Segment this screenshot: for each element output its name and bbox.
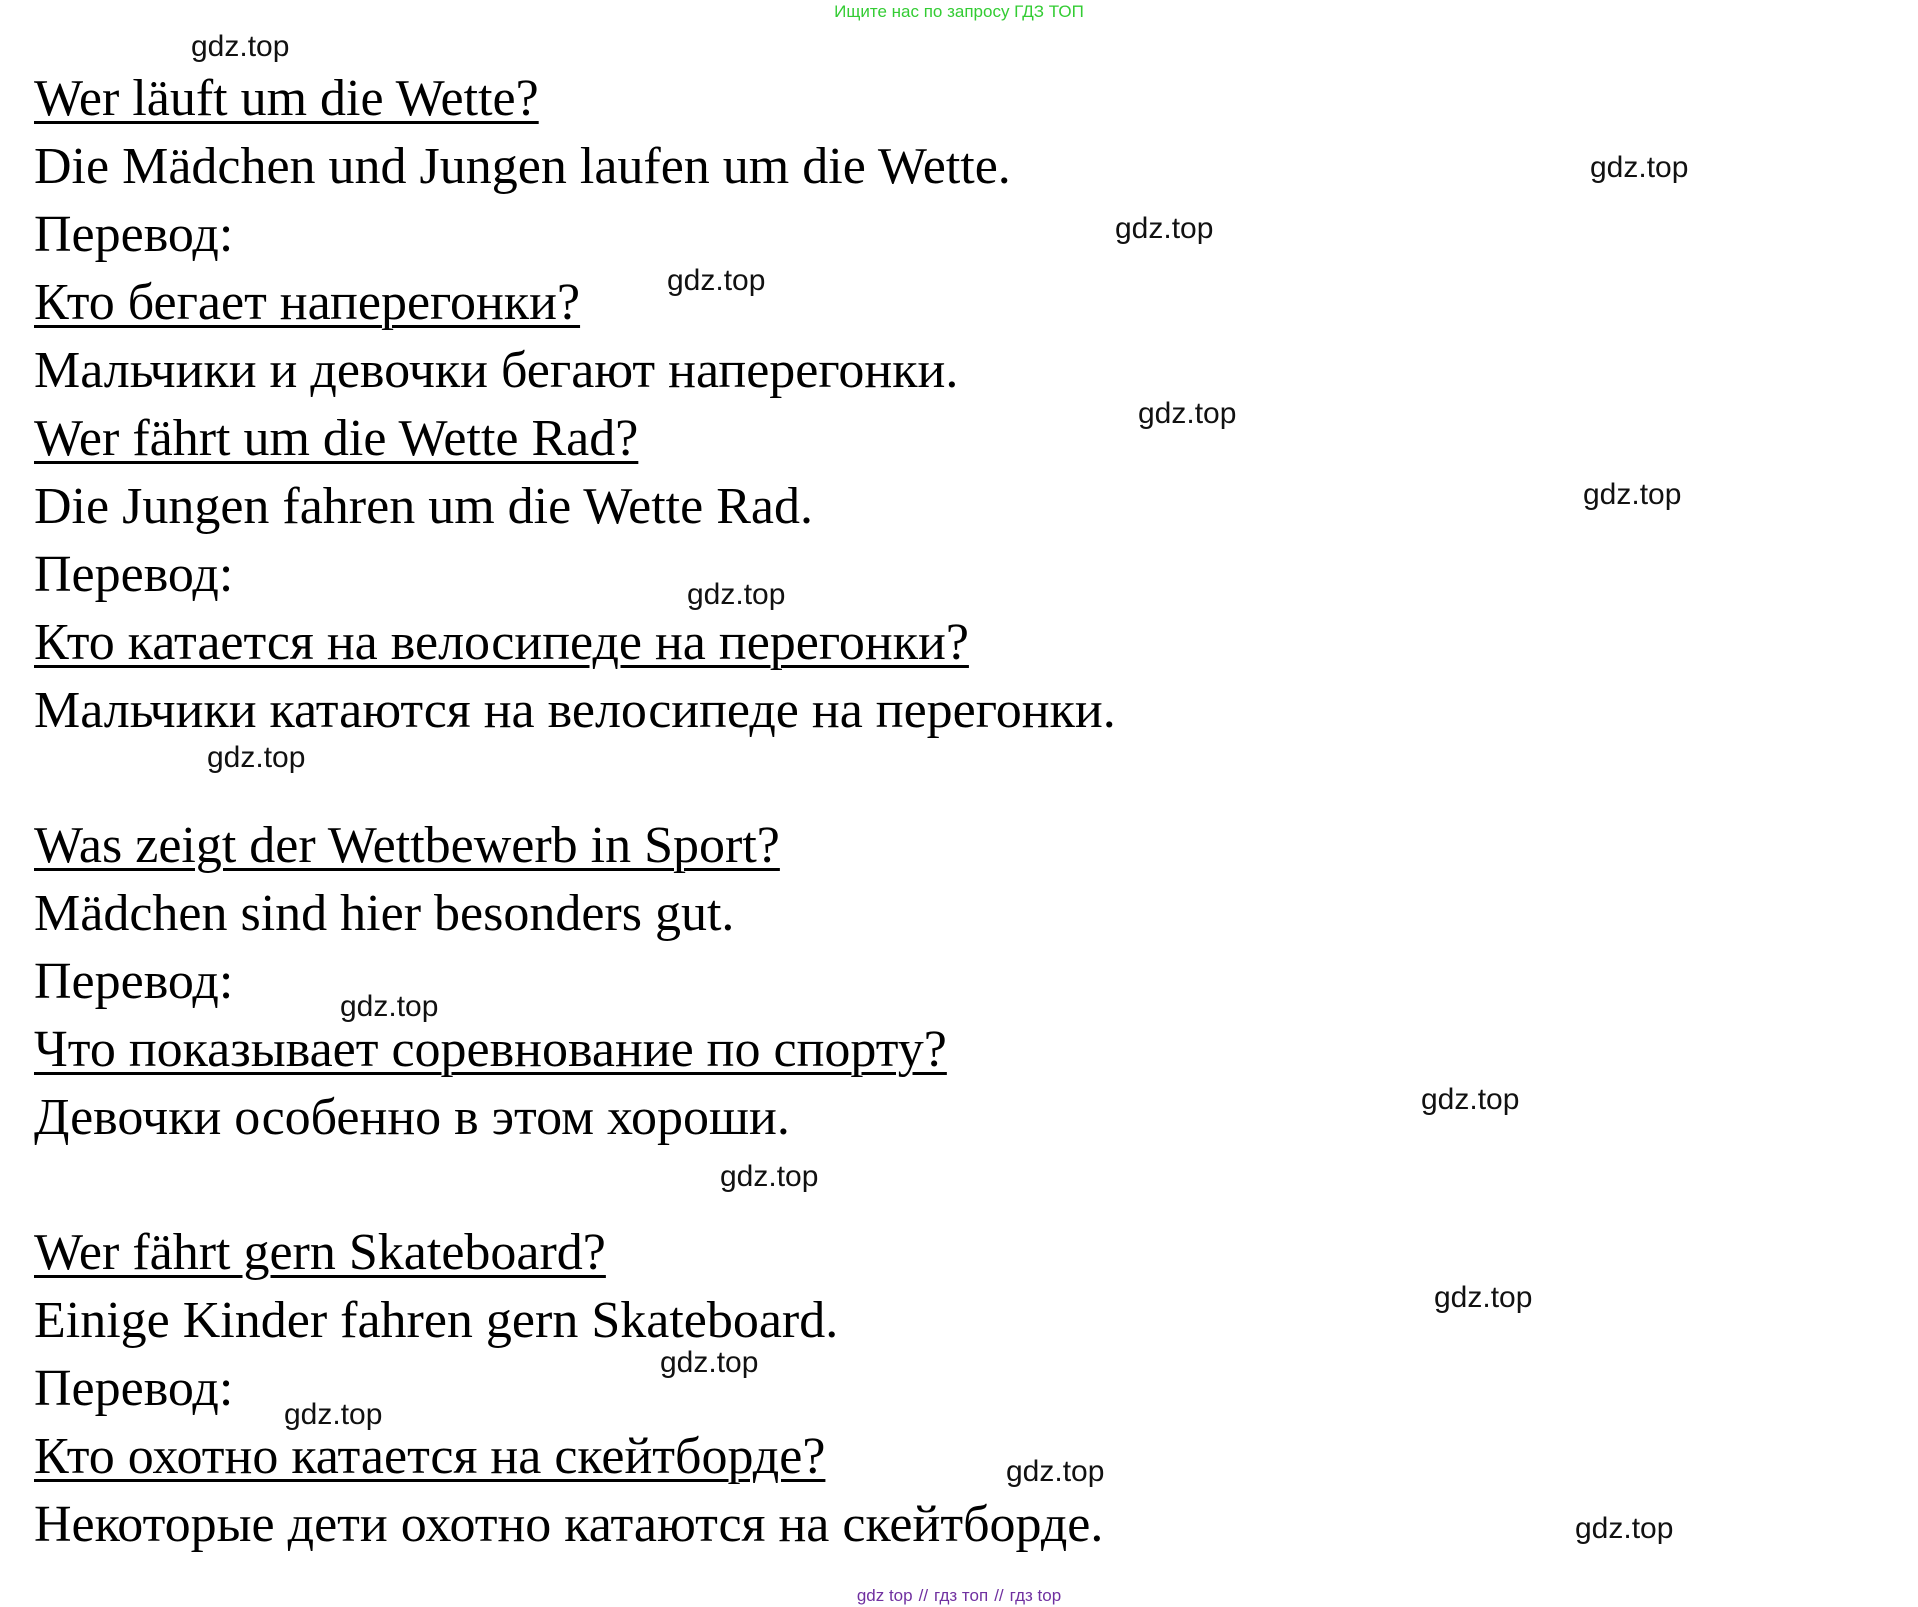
translated-answer-line: Некоторые дети охотно катаются на скейтборде.	[34, 1496, 1104, 1553]
bottom-banner-separator: //	[994, 1586, 1004, 1605]
translated-answer-line: Мальчики катаются на велосипеде на перегонки.	[34, 682, 1116, 739]
bottom-banner-item[interactable]: гдз топ	[934, 1586, 989, 1605]
watermark: gdz.top	[1421, 1083, 1520, 1116]
translation-label: Перевод:	[34, 953, 234, 1010]
watermark: gdz.top	[687, 578, 786, 611]
translated-answer-line: Мальчики и девочки бегают наперегонки.	[34, 342, 959, 399]
watermark: gdz.top	[660, 1346, 759, 1379]
translation-label: Перевод:	[34, 546, 234, 603]
watermark: gdz.top	[1434, 1281, 1533, 1314]
bottom-banner-item[interactable]: гдз top	[1009, 1586, 1062, 1605]
translation-label: Перевод:	[34, 1360, 234, 1417]
watermark: gdz.top	[1590, 151, 1689, 184]
translated-answer-line: Девочки особенно в этом хороши.	[34, 1089, 790, 1146]
watermark: gdz.top	[720, 1160, 819, 1193]
watermark: gdz.top	[1115, 212, 1214, 245]
watermark: gdz.top	[1583, 478, 1682, 511]
translated-question-line: Кто охотно катается на скейтборде?	[34, 1428, 826, 1485]
watermark: gdz.top	[284, 1398, 383, 1431]
question-line: Wer fährt um die Wette Rad?	[34, 410, 639, 467]
bottom-banner-separator: //	[918, 1586, 929, 1605]
translated-question-line: Что показывает соревнование по спорту?	[34, 1021, 947, 1078]
watermark: gdz.top	[1006, 1455, 1105, 1488]
answer-line: Die Mädchen und Jungen laufen um die Wette.	[34, 138, 1011, 195]
watermark: gdz.top	[340, 990, 439, 1023]
bottom-banner-item[interactable]: gdz top	[856, 1586, 913, 1605]
question-line: Wer läuft um die Wette?	[34, 70, 539, 127]
top-banner: Ищите нас по запросу ГДЗ ТОП	[834, 2, 1084, 21]
translated-question-line: Кто бегает наперегонки?	[34, 274, 581, 331]
bottom-banner	[0, 1585, 1918, 1607]
watermark: gdz.top	[1138, 397, 1237, 430]
question-line: Was zeigt der Wettbewerb in Sport?	[34, 817, 780, 874]
watermark: gdz.top	[191, 30, 290, 63]
watermark: gdz.top	[207, 741, 306, 774]
translated-question-line: Кто катается на велосипеде на перегонки?	[34, 614, 969, 671]
watermark: gdz.top	[1575, 1512, 1674, 1545]
answer-line: Einige Kinder fahren gern Skateboard.	[34, 1292, 839, 1349]
question-line: Wer fährt gern Skateboard?	[34, 1224, 606, 1281]
answer-line: Mädchen sind hier besonders gut.	[34, 885, 735, 942]
watermark: gdz.top	[667, 264, 766, 297]
answer-line: Die Jungen fahren um die Wette Rad.	[34, 478, 813, 535]
translation-label: Перевод:	[34, 206, 234, 263]
